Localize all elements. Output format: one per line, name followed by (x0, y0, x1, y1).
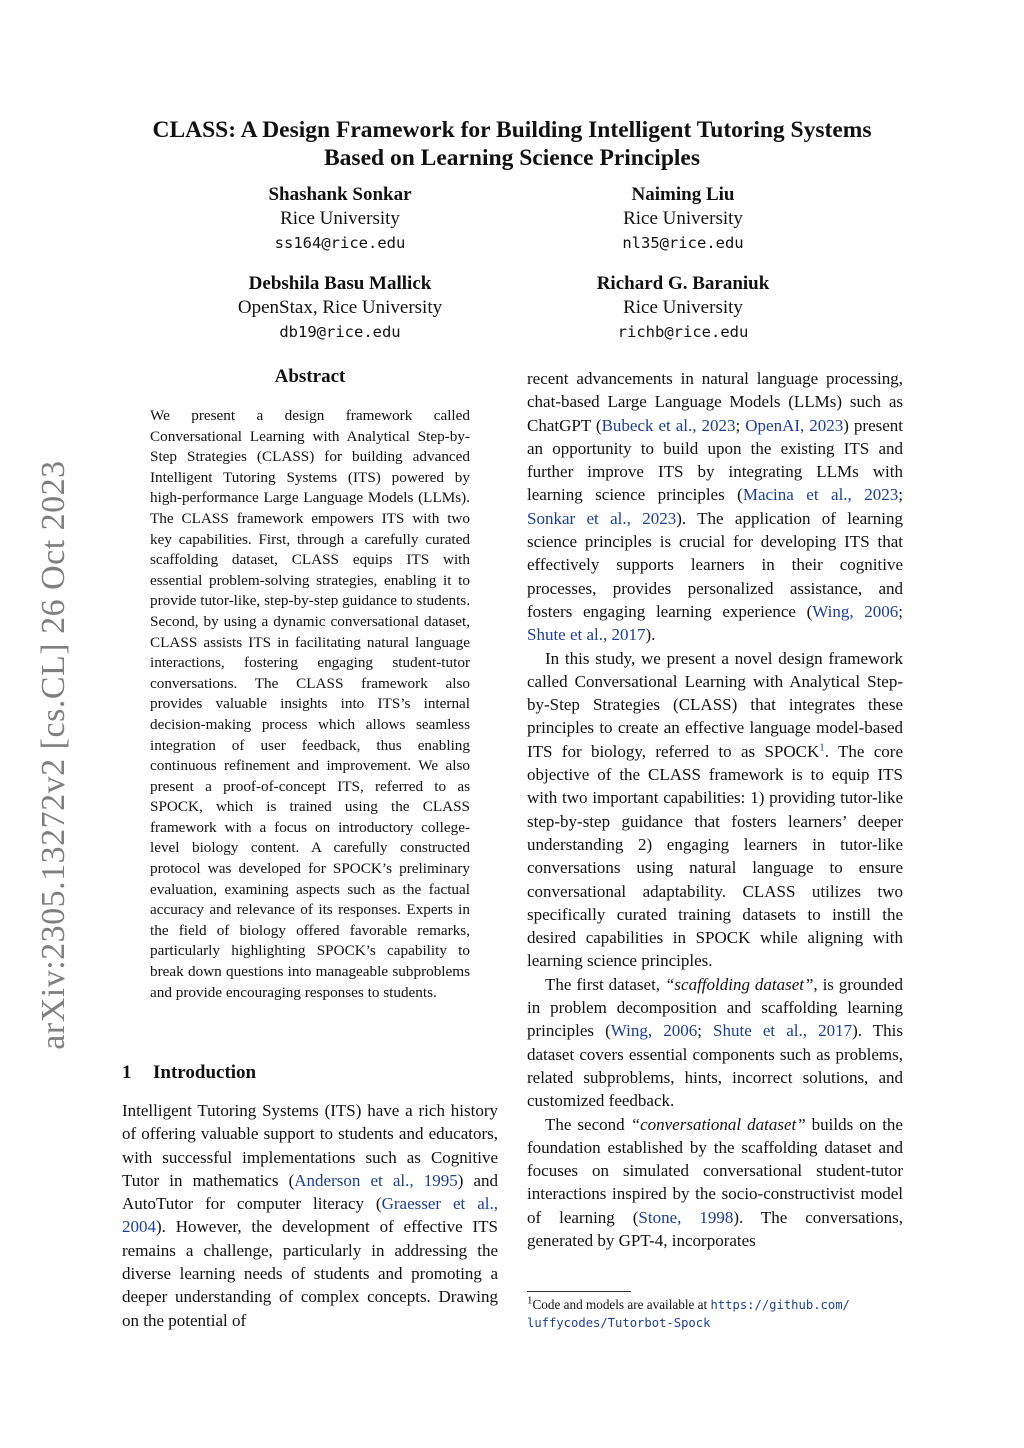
footnote (527, 1296, 903, 1332)
citation-link[interactable]: Sonkar et al., 2023 (527, 508, 677, 528)
intro-paragraph-1 (122, 1099, 498, 1332)
intro-paragraph-2 (527, 647, 903, 973)
footnote-text: Code and models are available at (532, 1297, 711, 1312)
text-run: builds on the foundation established by the scaffolding dataset and focuses on simulated conversational student-tutor interactions inspired by the socio-constructivist model of learning ( (527, 1114, 903, 1227)
text-run: ). (645, 625, 656, 645)
citation-link[interactable]: Shute et al., 2017 (527, 625, 646, 645)
author-name: Debshila Basu Mallick (248, 273, 432, 294)
right-column (527, 367, 903, 1252)
author-email[interactable]: nl35@rice.edu (622, 234, 744, 252)
citation-link[interactable]: Bubeck et al., 2023 (601, 415, 736, 435)
text-run: ). The conversations, generated by GPT-4, incorporates (527, 1207, 903, 1250)
footnote-url-part-2[interactable]: luffycodes/Tutorbot-Spock (527, 1316, 711, 1330)
text-run: ; (697, 1021, 714, 1041)
author-affiliation: OpenStax, Rice University (237, 297, 443, 318)
text-run: ). The application of learning science principles is crucial for developing ITS that effectively supports learners in their cognitive processes, provides personalized assistance, and fosters engaging learning experience ( (527, 508, 903, 621)
footnote-marker[interactable]: 1 (819, 741, 825, 754)
arxiv-stamp (28, 455, 80, 1055)
citation-link[interactable]: Wing, 2006 (610, 1021, 698, 1041)
author-name: Naiming Liu (631, 184, 735, 205)
title-line-1: CLASS: A Design Framework for Building Intelligent Tutoring Systems (152, 117, 872, 143)
text-run: The second (545, 1114, 631, 1134)
author-block (518, 272, 848, 344)
citation-link[interactable]: OpenAI, 2023 (745, 415, 844, 435)
emphasis-text: “conversational dataset” (630, 1114, 806, 1134)
author-affiliation: Rice University (280, 208, 400, 229)
author-name: Richard G. Baraniuk (596, 273, 770, 294)
intro-paragraph-4 (527, 1113, 903, 1253)
text-run: The first dataset, (545, 974, 665, 994)
intro-paragraph-3 (527, 973, 903, 1113)
text-run: ; (898, 601, 904, 621)
author-name: Shashank Sonkar (268, 184, 412, 205)
author-block (175, 183, 505, 255)
section-number: 1 (122, 1062, 132, 1083)
intro-paragraph-1-cont (527, 367, 903, 647)
text-run: . The core objective of the CLASS framework is to equip ITS with two important capabilities: 1) providing tutor-like step-by-step guidance that fosters learners’ deeper understanding 2) engaging learners in tutor-like conversations using natural language to ensure conversational adaptability. CLASS utilizes two specifically curated training datasets to instill the desired capabilities in SPOCK while aligning with learning science principles. (527, 741, 903, 971)
citation-link[interactable]: Stone, 1998 (638, 1207, 734, 1227)
author-block (175, 272, 505, 344)
section-heading (122, 1062, 498, 1084)
author-affiliation: Rice University (623, 297, 743, 318)
text-run: In this study, we present a novel design framework called Conversational Learning with Analytical Step-by-Step Strategies (CLASS) that integrates these principles to create an effective language model-based ITS for biology, referred to as SPOCK (527, 648, 903, 761)
text-run: Intelligent Tutoring Systems (ITS) have a rich history of offering valuable support to students and educators, with successful implementations such as Cognitive Tutor in mathematics ( (122, 1101, 498, 1190)
text-run: recent advancements in natural language processing, chat-based Large Language Models (LLMs) such as ChatGPT ( (527, 369, 903, 435)
text-run: ) and AutoTutor for computer literacy ( (122, 1170, 499, 1214)
citation-link[interactable]: Anderson et al., 1995 (294, 1170, 458, 1190)
citation-link[interactable]: Macina et al., 2023 (742, 485, 899, 505)
citation-link[interactable]: Wing, 2006 (812, 601, 899, 621)
text-run: , is grounded in problem decomposition and scaffolding learning principles ( (527, 974, 904, 1041)
text-run: ). However, the development of effective ITS remains a challenge, particularly in addressing the diverse learning needs of students and promoting a deeper understanding of complex concepts. Drawing on the potential of (122, 1217, 498, 1330)
text-run: ). This dataset covers essential components such as problems, related subproblems, hints, incorrect solutions, and customized feedback. (527, 1021, 903, 1111)
paper-title (100, 116, 924, 172)
author-email[interactable]: db19@rice.edu (279, 323, 401, 341)
abstract-heading: Abstract (274, 366, 346, 387)
text-run: ; (735, 415, 746, 435)
author-email[interactable]: ss164@rice.edu (274, 234, 406, 252)
section-title: Introduction (153, 1062, 257, 1083)
citation-link[interactable]: Graesser et al., 2004 (122, 1194, 498, 1237)
footnote-mark: 1 (527, 1294, 533, 1307)
footnote-divider (527, 1291, 631, 1292)
footnote-url-part-1[interactable]: https://github.com/ (710, 1298, 850, 1312)
title-line-2: Based on Learning Science Principles (324, 145, 700, 171)
text-run: ; (898, 485, 904, 505)
author-affiliation: Rice University (623, 208, 743, 229)
abstract-body: We present a design framework called Conversational Learning with Analytical Step-by-Step Strategies (CLASS) for building advanced Intelligent Tutoring Systems (ITS) powered by high-performance Large Language Models (LLMs). The CLASS framework empowers ITS with two key capabilities. First, through a carefully curated scaffolding dataset, CLASS equips ITS with essential problem-solving strategies, enabling it to provide tutor-like, step-by-step guidance to students. Second, by using a dynamic conversational dataset, CLASS assists ITS in facilitating natural language interactions, fostering engaging student-tutor conversations. The CLASS framework also provides valuable insights into ITS’s internal decision-making process which allows seamless integration of user feedback, thus enabling continuous refinement and improvement. We also present a proof-of-concept ITS, referred to as SPOCK, which is trained using the CLASS framework with a focus on introductory college-level biology content. A carefully constructed protocol was developed for SPOCK’s preliminary evaluation, examining aspects such as the factual accuracy and relevance of its responses. Experts in the field of biology offered favorable remarks, particularly highlighting SPOCK’s capability to break down questions into manageable subproblems and provide encouraging responses to students. (150, 407, 470, 1001)
emphasis-text: “scaffolding dataset” (664, 974, 814, 994)
citation-link[interactable]: Shute et al., 2017 (713, 1021, 853, 1041)
author-email[interactable]: richb@rice.edu (617, 323, 749, 341)
author-block (518, 183, 848, 255)
arxiv-stamp-text: arXiv:2305.13272v2 [cs.CL] 26 Oct 2023 (35, 460, 72, 1050)
text-run: ) present an opportunity to build upon the existing ITS and further improve ITS by integrating LLMs with learning science principles ( (527, 415, 904, 505)
